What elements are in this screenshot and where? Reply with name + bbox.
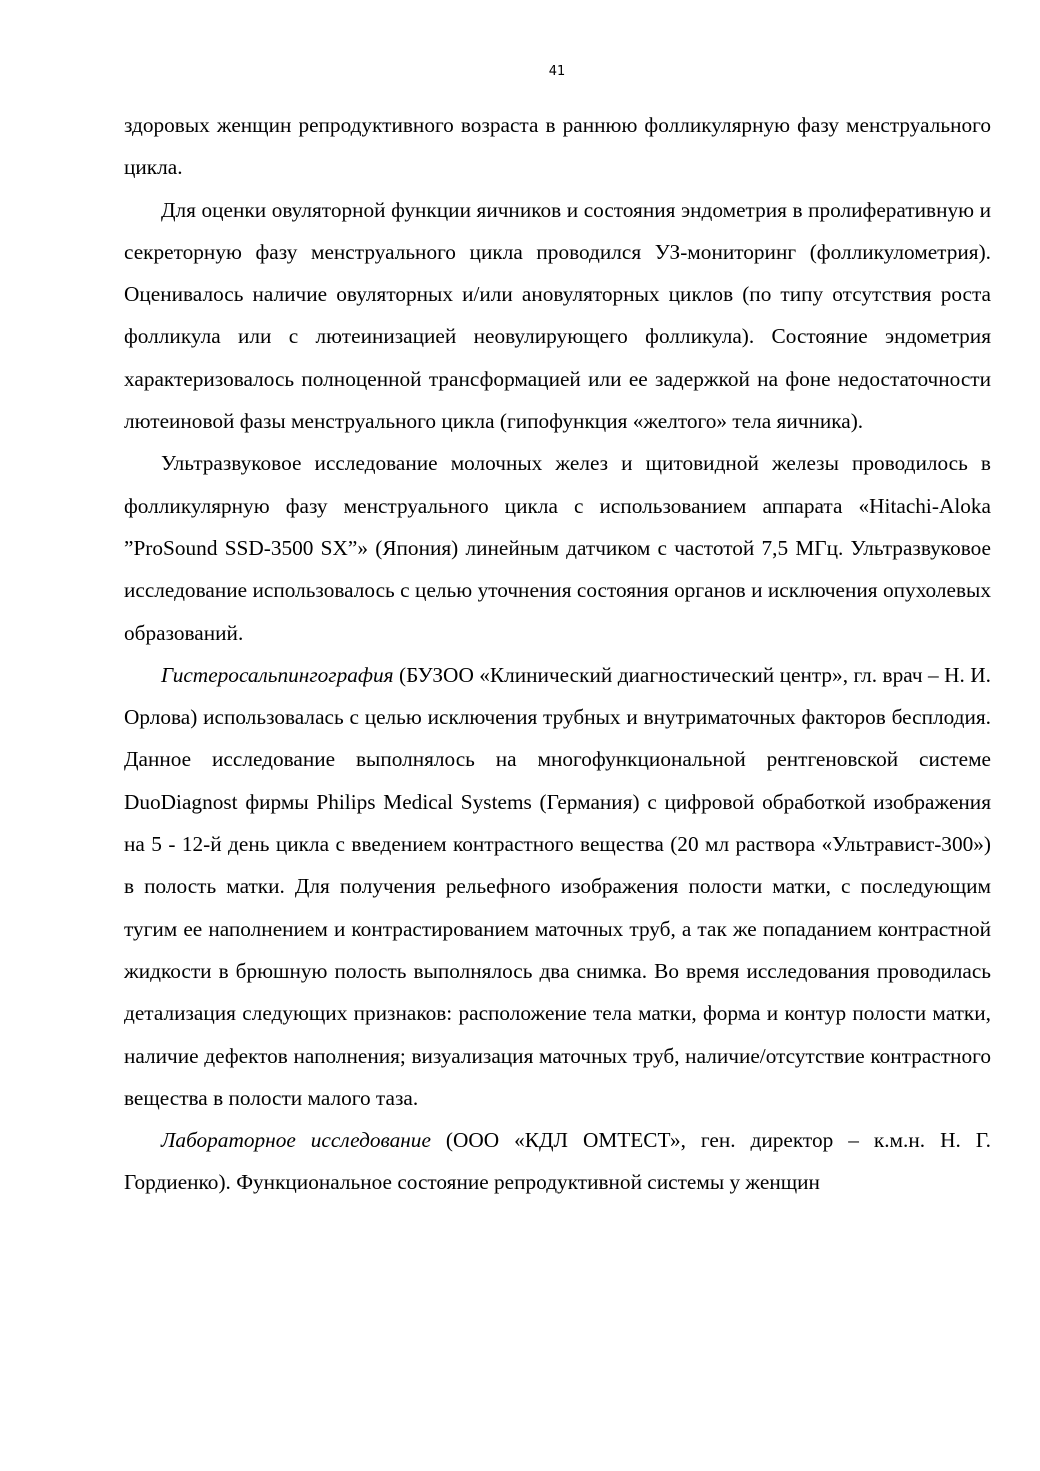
paragraph-text: Ультразвуковое исследование молочных желез и щитовидной железы проводилось в фолликулярную фазу менструального цикла с использованием аппарата «Hitachi-Aloka ”ProSound SSD-3500 SX”» (Япония) линейным датчиком с частотой 7,5 МГц. Ультразвуковое исследование использовалось с целью уточнения состояния органов и исключения опухолевых образований. [124,451,991,645]
paragraph-text: (ООО «КДЛ ОМТЕСТ», ген. директор – к.м.н. Н. Г. Гордиенко). Функциональное состояние репродуктивной системы у женщин [124,1128,992,1195]
paragraph-italic-lead: Лабораторное исследование [161,1128,431,1153]
document-body [124,104,991,1204]
paragraph-italic-lead: Гистеросальпингография [161,662,394,687]
paragraph-ovulation-assessment [124,189,991,443]
paragraph-text: здоровых женщин репродуктивного возраста в раннюю фолликулярную фазу менструального цикла. [124,113,991,180]
page-number: 41 [548,64,566,79]
paragraph-hysterosalpingography [124,654,991,1119]
paragraph-continuation [124,104,991,189]
paragraph-ultrasound [124,442,991,653]
paragraph-laboratory [124,1119,991,1204]
paragraph-text: (БУЗОО «Клинический диагностический центр», гл. врач – Н. И. Орлова) использовалась с целью исключения трубных и внутриматочных факторов бесплодия. Данное исследование выполнялось на многофункциональной рентгеновской системе DuoDiagnost фирмы Philips Medical Systems (Германия) с цифровой обработкой изображения на 5 - 12-й день цикла с введением контрастного вещества (20 мл раствора «Ультравист-300») в полость матки. Для получения рельефного изображения полости матки, с последующим тугим ее наполнением и контрастированием маточных труб, а так же попаданием контрастной жидкости в брюшную полость выполнялось два снимка. Во время исследования проводилась детализация следующих признаков: расположение тела матки, форма и контур полости матки, наличие дефектов наполнения; визуализация маточных труб, наличие/отсутствие контрастного вещества в полости малого таза. [124,662,991,1110]
paragraph-text: Для оценки овуляторной функции яичников и состояния эндометрия в пролиферативную и секреторную фазу менструального цикла проводился УЗ-мониторинг (фолликулометрия). Оценивалось наличие овуляторных и/или ановуляторных циклов (по типу отсутствия роста фолликула или с лютеинизацией неовулирующего фолликула). Состояние эндометрия характеризовалось полноценной трансформацией или ее задержкой на фоне недостаточности лютеиновой фазы менструального цикла (гипофункция «желтого» тела яичника). [124,197,991,434]
